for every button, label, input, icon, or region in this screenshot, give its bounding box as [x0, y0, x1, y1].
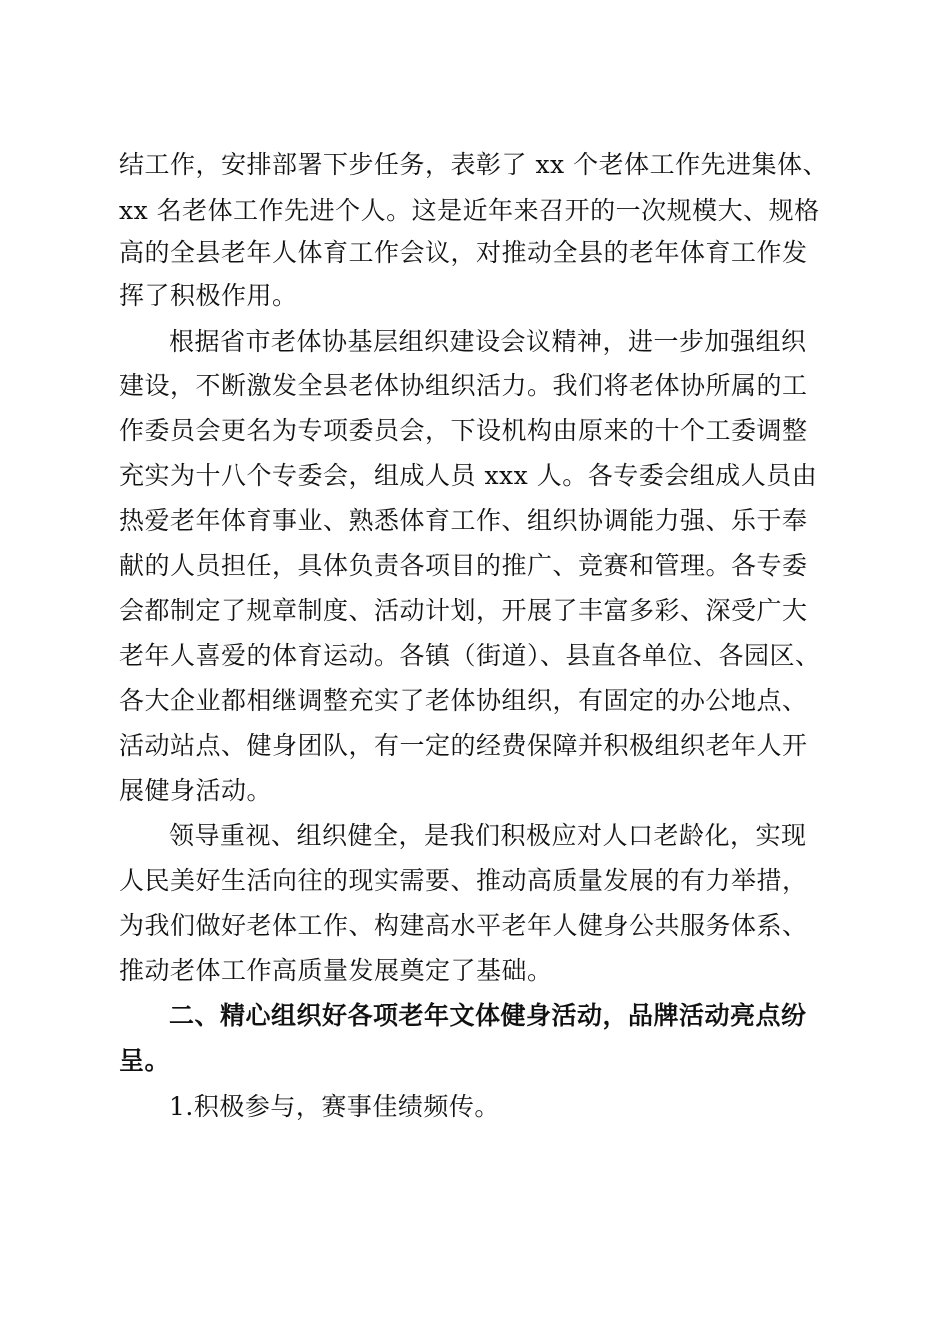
- text-line: 人民美好生活向往的现实需要、推动高质量发展的有力举措，: [119, 866, 808, 895]
- text-line: 推动老体工作高质量发展奠定了基础。: [119, 956, 553, 985]
- text-line: 各大企业都相继调整充实了老体协组织，有固定的办公地点、: [119, 686, 808, 715]
- text-line: 老年人喜爱的体育运动。各镇（街道）、县直各单位、各园区、: [119, 641, 821, 670]
- text-line: 挥了积极作用。: [119, 281, 298, 310]
- subheading-1: 1.积极参与，赛事佳绩频传。: [169, 1092, 500, 1121]
- text-line: 展健身活动。: [119, 776, 273, 805]
- text-line: 结工作，安排部署下步任务，表彰了 xx 个老体工作先进集体、: [119, 150, 829, 179]
- heading-line: 二、精心组织好各项老年文体健身活动，品牌活动亮点纷: [169, 1001, 807, 1030]
- text-line: 建设，不断激发全县老体协组织活力。我们将老体协所属的工: [119, 371, 808, 400]
- text-line: 充实为十八个专委会，组成人员 xxx 人。各专委会组成人员由: [119, 461, 818, 490]
- heading-line: 呈。: [119, 1046, 171, 1075]
- text-line: 作委员会更名为专项委员会，下设机构由原来的十个工委调整: [119, 416, 808, 445]
- text-line: 根据省市老体协基层组织建设会议精神，进一步加强组织: [169, 327, 807, 356]
- text-line: 领导重视、组织健全，是我们积极应对人口老龄化，实现: [169, 821, 807, 850]
- text-line: 会都制定了规章制度、活动计划，开展了丰富多彩、深受广大: [119, 596, 808, 625]
- text-line: 为我们做好老体工作、构建高水平老年人健身公共服务体系、: [119, 911, 808, 940]
- text-line: 献的人员担任，具体负责各项目的推广、竞赛和管理。各专委: [119, 551, 808, 580]
- text-line: xx 名老体工作先进个人。这是近年来召开的一次规模大、规格: [119, 196, 820, 225]
- text-line: 热爱老年体育事业、熟悉体育工作、组织协调能力强、乐于奉: [119, 506, 808, 535]
- text-line: 高的全县老年人体育工作会议，对推动全县的老年体育工作发: [119, 238, 808, 267]
- text-line: 活动站点、健身团队，有一定的经费保障并积极组织老年人开: [119, 731, 808, 760]
